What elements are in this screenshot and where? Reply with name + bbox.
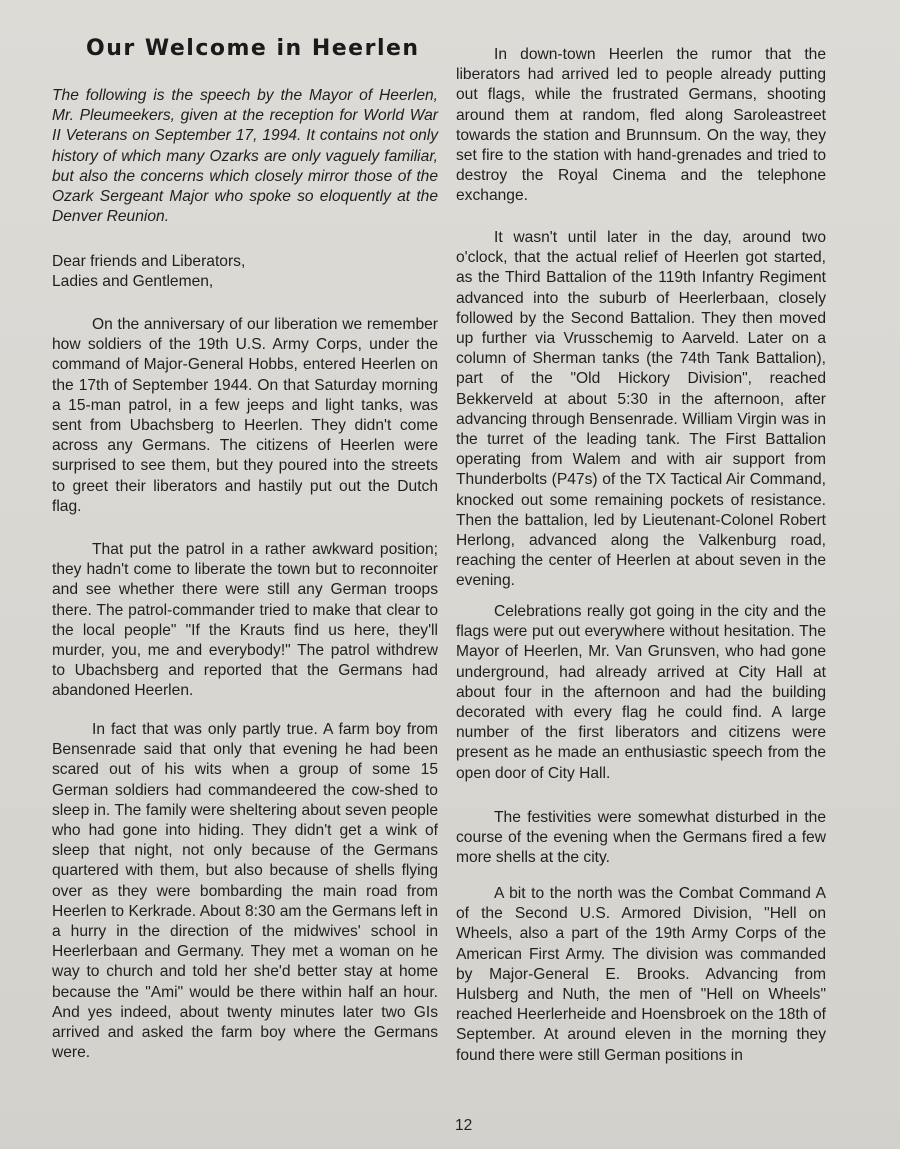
article-title: Our Welcome in Heerlen [86, 36, 420, 61]
body-paragraph: The festivities were somewhat disturbed in the course of the evening when the Germans fired a few more shells at the city. [456, 809, 826, 867]
body-paragraph: In down-town Heerlen the rumor that the liberators had arrived led to people already putting out flags, while the frustrated Germans, shooting around them at random, fled along Saroleastreet towards the station and Brunnsum. On the way, they set fire to the station with hand-grenades and tried to destroy the Royal Cinema and the telephone exchange. [456, 46, 826, 205]
body-paragraph: In fact that was only partly true. A farm boy from Bensenrade said that only that evening he had been scared out of his wits when a group of some 15 German soldiers had commandeered the cow-shed to sleep in. The family were sheltering about seven people who had gone into hiding. They didn't get a wink of sleep that night, not only because of the Germans quartered with them, but also because of shells flying over as they were bombarding the main road from Heerlen to Kerkrade. About 8:30 am the Germans left in a hurry in the direction of the midwives' school in Heerlerbaan and Germany. They met a woman on he way to church and told her she'd better stay at home because the "Ami" would be there within half an hour. And yes indeed, about twenty minutes later two GIs arrived and asked the farm boy where the Germans were. [52, 721, 438, 1062]
salutation-line-1: Dear friends and Liberators, [52, 253, 246, 270]
body-paragraph: A bit to the north was the Combat Command A of the Second U.S. Armored Division, "Hell on Wheels, also a part of the 19th Army Corps of the American First Army. The division was commanded by Major-General E. Brooks. Advancing from Hulsberg and Nuth, the men of "Hell on Wheels" reached Heerlerheide and Hoensbroek on the 18th of September. At around eleven in the morning they found there were still German positions in [456, 885, 826, 1064]
body-paragraph: That put the patrol in a rather awkward position; they hadn't come to liberate the town but to reconnoiter and see whether there were still any German troops there. The patrol-commander tried to make that clear to the local people" "If the Krauts find us here, they'll murder, you, me and everybody!" The patrol withdrew to Ubachsberg and reported that the Germans had abandoned Heerlen. [52, 541, 438, 700]
intro-paragraph: The following is the speech by the Mayor of Heerlen, Mr. Pleumeekers, given at the reception for World War II Veterans on September 17, 1994. It contains not only history of which many Ozarks are only vaguely familiar, but also the concerns which closely mirror those of the Ozark Sergeant Major who spoke so eloquently at the Denver Reunion. [52, 87, 438, 226]
body-paragraph: On the anniversary of our liberation we remember how soldiers of the 19th U.S. Army Corps, under the command of Major-General Hobbs, entered Heerlen on the 17th of September 1944. On that Saturday morning a 15-man patrol, in a few jeeps and light tanks, was sent from Ubachsberg to Heerlen. They didn't come across any Germans. The citizens of Heerlen were surprised to see them, but they poured into the streets to greet their liberators and hastily put out the Dutch flag. [52, 316, 438, 515]
salutation-line-2: Ladies and Gentlemen, [52, 273, 214, 290]
body-paragraph: It wasn't until later in the day, around two o'clock, that the actual relief of Heerlen got started, as the Third Battalion of the 119th Infantry Regiment advanced into the suburb of Heerlerbaan, closely followed by the Second Battalion. They then moved up further via Vrusschemig to Aarveld. Later on a column of Sherman tanks (the 74th Tank Battalion), part of the "Old Hickory Division", reached Bekkerveld at about 5:30 in the afternoon, after advancing through Bensenrade. William Virgin was in the turret of the leading tank. The First Battalion operating from Walem and with air support from Thunderbolts (P47s) of the TX Tactical Air Command, knocked out some remaining pockets of resistance. Then the battalion, led by Lieutenant-Colonel Robert Herlong, advanced along the Valkenburg road, reaching the center of Heerlen at about seven in the evening. [456, 229, 826, 590]
body-paragraph: Celebrations really got going in the city and the flags were put out everywhere without hesitation. The Mayor of Heerlen, Mr. Van Grunsven, who had gone underground, had already arrived at City Hall at about four in the afternoon and had the building decorated with every flag he could find. A large number of the first liberators and citizens were present as he made an enthusiastic speech from the open door of City Hall. [456, 603, 826, 782]
page-number: 12 [455, 1117, 473, 1134]
